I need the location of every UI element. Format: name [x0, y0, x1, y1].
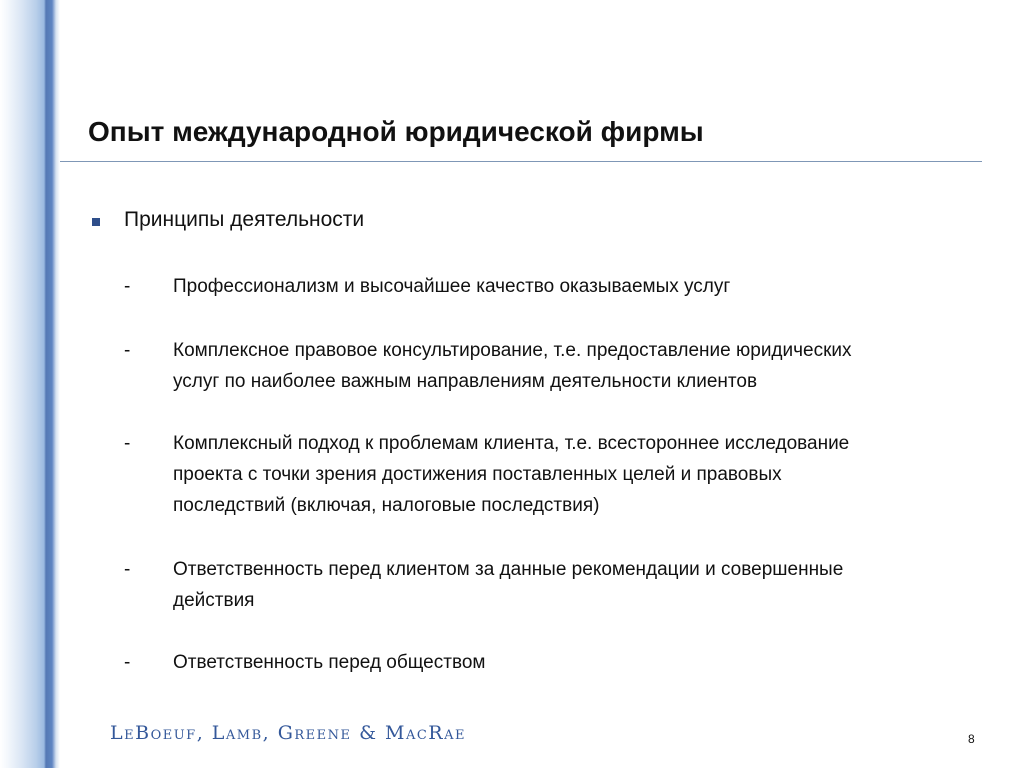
list-item-line: последствий (включая, налоговые последствия) — [173, 495, 600, 516]
list-item-line: Комплексное правовое консультирование, т.е. предоставление юридических — [173, 340, 852, 361]
list-item-text — [173, 647, 993, 678]
dash-marker: - — [124, 276, 131, 297]
list-item-line: действия — [173, 590, 255, 611]
list-item-line: проекта с точки зрения достижения поставленных целей и правовых — [173, 464, 782, 485]
list-item-line: Профессионализм и высочайшее качество оказываемых услуг — [173, 276, 731, 297]
bullet-heading: Принципы деятельности — [124, 208, 365, 231]
dash-marker: - — [124, 340, 131, 361]
title-divider — [60, 161, 982, 162]
firm-logo: LeBoeuf, Lamb, Greene & MacRae — [110, 722, 466, 744]
list-item-text — [173, 271, 993, 302]
list-item-text — [173, 335, 993, 397]
dash-marker: - — [124, 652, 131, 673]
list-item-line: Комплексный подход к проблемам клиента, т.е. всестороннее исследование — [173, 433, 850, 454]
decorative-side-bar — [0, 0, 60, 768]
slide-title: Опыт международной юридической фирмы — [88, 116, 704, 147]
square-bullet-icon — [92, 218, 100, 226]
list-item-line: Ответственность перед обществом — [173, 652, 486, 673]
list-item-line: Ответственность перед клиентом за данные рекомендации и совершенные — [173, 559, 844, 580]
dash-marker: - — [124, 433, 131, 454]
list-item-text — [173, 554, 993, 616]
page-number: 8 — [968, 732, 975, 746]
dash-marker: - — [124, 559, 131, 580]
list-item-line: услуг по наиболее важным направлениям деятельности клиентов — [173, 371, 758, 392]
list-item-text — [173, 428, 993, 521]
